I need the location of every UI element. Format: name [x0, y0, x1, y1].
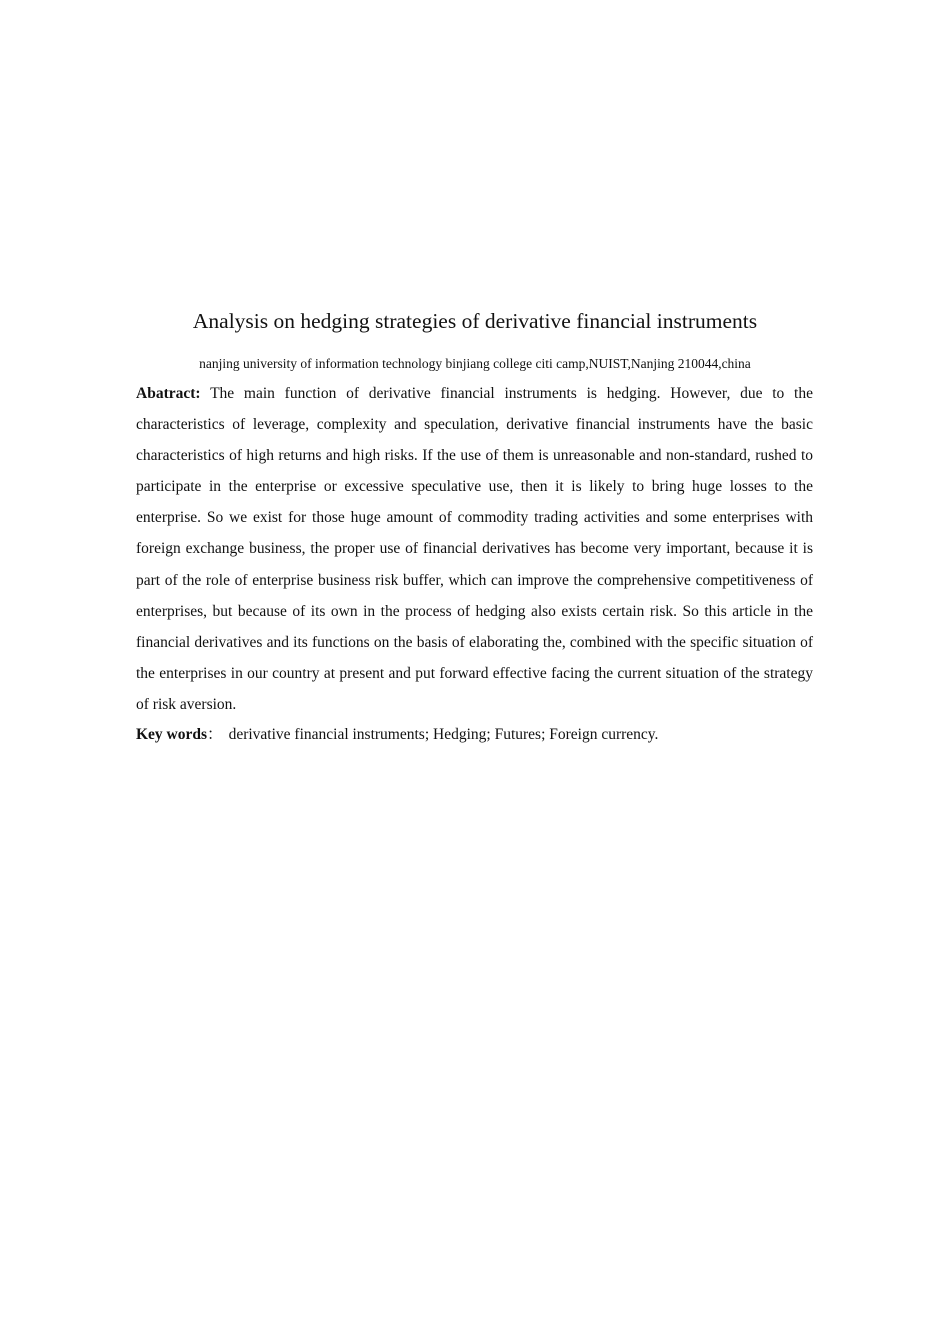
keywords-line [136, 720, 813, 750]
keywords-text: derivative financial instruments; Hedging; Futures; Foreign currency. [228, 726, 659, 743]
keywords-separator: ： [207, 726, 223, 743]
keywords-label: Key words [136, 726, 208, 743]
abstract-paragraph [136, 378, 813, 720]
author-affiliation: nanjing university of information technology binjiang college citi camp,NUIST,Nanjing 210044,china [199, 356, 751, 371]
abstract-label: Abatract: [136, 385, 201, 402]
abstract-text: The main function of derivative financial instruments is hedging. However, due to the characteristics of leverage, complexity and speculation, derivative financial instruments have the basic characteristics of high returns and high risks. If the use of them is unreasonable and non-standard, rushed to participate in the enterprise or excessive speculative use, then it is likely to bring huge losses to the enterprise. So we exist for those huge amount of commodity trading activities and some enterprises with foreign exchange business, the proper use of financial derivatives has become very important, because it is part of the role of enterprise business risk buffer, which can improve the comprehensive competitiveness of enterprises, but because of its own in the process of hedging also exists certain risk. So this article in the financial derivatives and its functions on the basis of elaborating the, combined with the specific situation of the enterprises in our country at present and put forward effective facing the current situation of the strategy of risk aversion. [136, 385, 813, 713]
paper-title: Analysis on hedging strategies of derivative financial instruments [192, 309, 758, 333]
